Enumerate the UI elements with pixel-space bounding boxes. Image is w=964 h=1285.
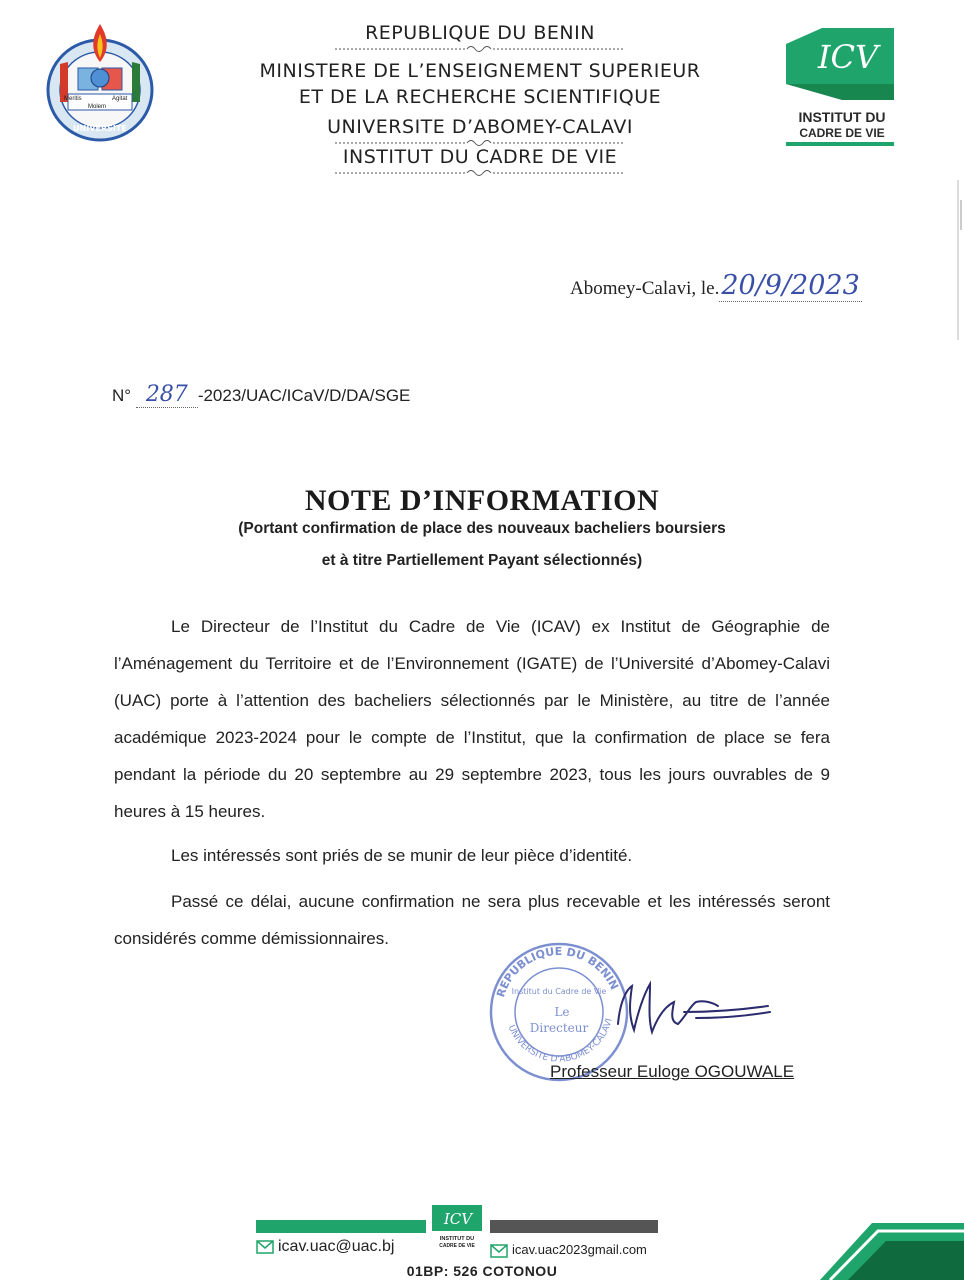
footer-logo-line2: CADRE DE VIE	[439, 1243, 475, 1249]
date-line	[570, 270, 862, 302]
icav-logo-text: ICV	[817, 38, 879, 76]
footer-icav-logo	[430, 1203, 484, 1235]
icav-logo	[782, 24, 902, 106]
stamp-text-directeur: Directeur	[529, 1021, 589, 1035]
uac-logo-motto-2: Agitat	[112, 96, 128, 102]
footer-corner-decoration	[820, 1195, 964, 1280]
date-label: Abomey-Calavi, le.	[570, 278, 720, 299]
body-paragraph-2: Les intéressés sont priés de se munir de leur pièce d’identité.	[171, 846, 633, 865]
icav-underline	[786, 142, 894, 146]
svg-text:UNIVERSITE: UNIVERSITE	[73, 124, 127, 133]
stamp-text-institute: Institut du Cadre de Vie	[511, 987, 607, 996]
header-university: UNIVERSITE D’ABOMEY-CALAVI	[327, 116, 633, 138]
uac-logo	[42, 18, 160, 146]
stamp-text-top: REPUBLIQUE DU BENIN	[494, 944, 621, 999]
icav-label-line2: CADRE DE VIE	[799, 126, 885, 140]
stamp-text-le: Le	[554, 1005, 570, 1019]
footer-email-secondary[interactable]	[490, 1242, 647, 1258]
header-ministry-line1: MINISTERE DE L’ENSEIGNEMENT SUPERIEUR	[259, 60, 701, 82]
document-subtitle-line1: (Portant confirmation de place des nouveaux bacheliers boursiers	[238, 520, 726, 537]
footer-logo-line1: INSTITUT DU	[439, 1236, 475, 1242]
date-value: 20/9/2023	[721, 270, 860, 301]
signatory-name: Professeur Euloge OGOUWALE	[550, 1062, 795, 1081]
document-title: NOTE D’INFORMATION	[304, 484, 660, 517]
footer-email-primary-text: icav.uac@uac.bj	[278, 1238, 395, 1255]
header-separator	[335, 168, 625, 178]
body-paragraph-3: Passé ce délai, aucune confirmation ne sera plus recevable et les intéressés seront considérés comme démissionnaires.	[114, 892, 830, 948]
reference-line	[112, 382, 410, 408]
header-republic: REPUBLIQUE DU BENIN	[365, 22, 595, 44]
uac-logo-motto-3: Molem	[88, 104, 107, 110]
envelope-icon	[490, 1244, 508, 1258]
footer-address: 01BP: 526 COTONOU	[406, 1263, 558, 1279]
footer-email-primary[interactable]	[256, 1238, 394, 1256]
header-ministry-line2: ET DE LA RECHERCHE SCIENTIFIQUE	[298, 86, 662, 108]
stamp-text-bottom: UNIVERSITE D'ABOMEY-CALAVI	[505, 1017, 615, 1065]
reference-number: 287	[136, 382, 198, 408]
icav-label-line1: INSTITUT DU	[798, 109, 886, 125]
reference-prefix: N°	[112, 386, 132, 405]
handwritten-signature	[600, 972, 780, 1042]
footer-bar-green	[256, 1220, 426, 1233]
header-institute: INSTITUT DU CADRE DE VIE	[342, 146, 618, 168]
body-paragraph-1: Le Directeur de l’Institut du Cadre de Vie (ICAV) ex Institut de Géographie de l’Aménagement du Territoire et de l’Environnement (IGATE) de l’Université d’Abomey-Calavi (UAC) porte à l’attention des bacheliers sélectionnés par le Ministère, au titre de l’année académique 2023-2024 pour le compte de l’Institut, que la confirmation de place se fera pendant la période du 20 septembre au 29 septembre 2023, tous les jours ouvrables de 9 heures à 15 heures.	[114, 617, 830, 821]
document-subtitle-line2: et à titre Partiellement Payant sélectionnés)	[321, 552, 643, 569]
header-separator	[335, 44, 625, 54]
footer-logo-text: ICV	[443, 1210, 473, 1228]
page-edge-shadow	[952, 0, 964, 1280]
footer-bar-grey	[490, 1220, 658, 1233]
uac-logo-motto-1: Meritis	[64, 96, 82, 102]
reference-suffix: -2023/UAC/ICaV/D/DA/SGE	[197, 386, 411, 405]
footer-email-secondary-text: icav.uac2023gmail.com	[512, 1242, 647, 1257]
envelope-icon	[256, 1240, 274, 1254]
